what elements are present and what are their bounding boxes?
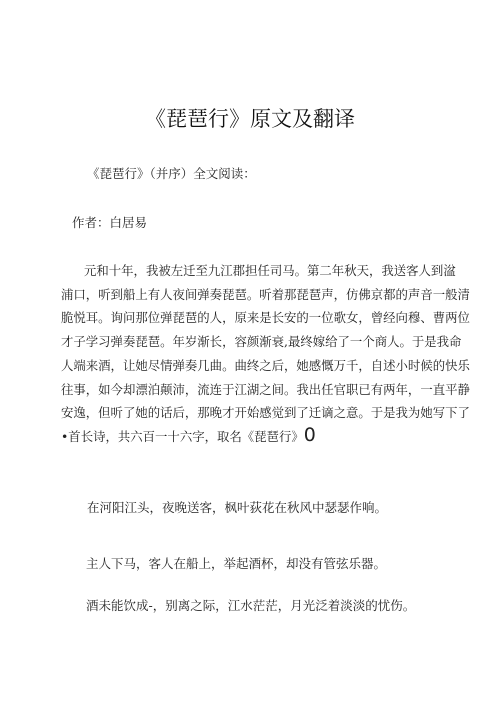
paragraph-line: 人端来酒，让她尽情弹奏几曲。曲终之后，她感慨万千，自述小时候的快乐 bbox=[61, 357, 470, 373]
page-title: 《琵琶行》原文及翻译 bbox=[145, 107, 355, 131]
paragraph-line: 才子学习弹奏琵琶。年岁渐长，容颜渐衰,最终嫁给了一个商人。于是我命 bbox=[61, 334, 462, 350]
verse-line: 酒未能饮成-，别离之际，江水茫茫，月光泛着淡淡的忧伤。 bbox=[86, 598, 416, 613]
paragraph-line: 往事，如今却漂泊颠沛，流连于江湖之间。我出任官职已有两年，一直平静 bbox=[61, 381, 470, 397]
paragraph-line: 脆悦耳。询问那位弹琵琶的人，原来是长安的一位歌女，曾经向穆、曹两位 bbox=[61, 310, 470, 326]
verse-line: 主人下马，客人在船上，举起酒杯，却没有管弦乐器。 bbox=[86, 556, 387, 571]
author-line: 作者：白居易 bbox=[72, 215, 148, 230]
paragraph-line: 安逸，但听了她的话后，那晚才开始感觉到了迁谪之意。于是我为她写下了 bbox=[61, 405, 470, 421]
preface-paragraph bbox=[61, 259, 470, 449]
verse-line: 在河阳江头，夜晚送客，枫叶荻花在秋风中瑟瑟作响。 bbox=[87, 500, 388, 515]
paragraph-line: 元和十年，我被左迁至九江郡担任司马。第二年秋天，我送客人到湓 bbox=[84, 263, 456, 278]
paragraph-line: 浦口，听到船上有人夜间弹奏琵琶。听着那琵琶声，仿佛京都的声音一般清 bbox=[61, 286, 470, 302]
paragraph-tail-mark: 0 bbox=[303, 423, 316, 446]
intro-line: 《琵琶行》（并序）全文阅读： bbox=[87, 166, 256, 181]
paragraph-line-text: •首长诗，共六百一十六字，取名《琵琶行》 bbox=[61, 428, 304, 444]
paragraph-line-last bbox=[61, 425, 441, 449]
